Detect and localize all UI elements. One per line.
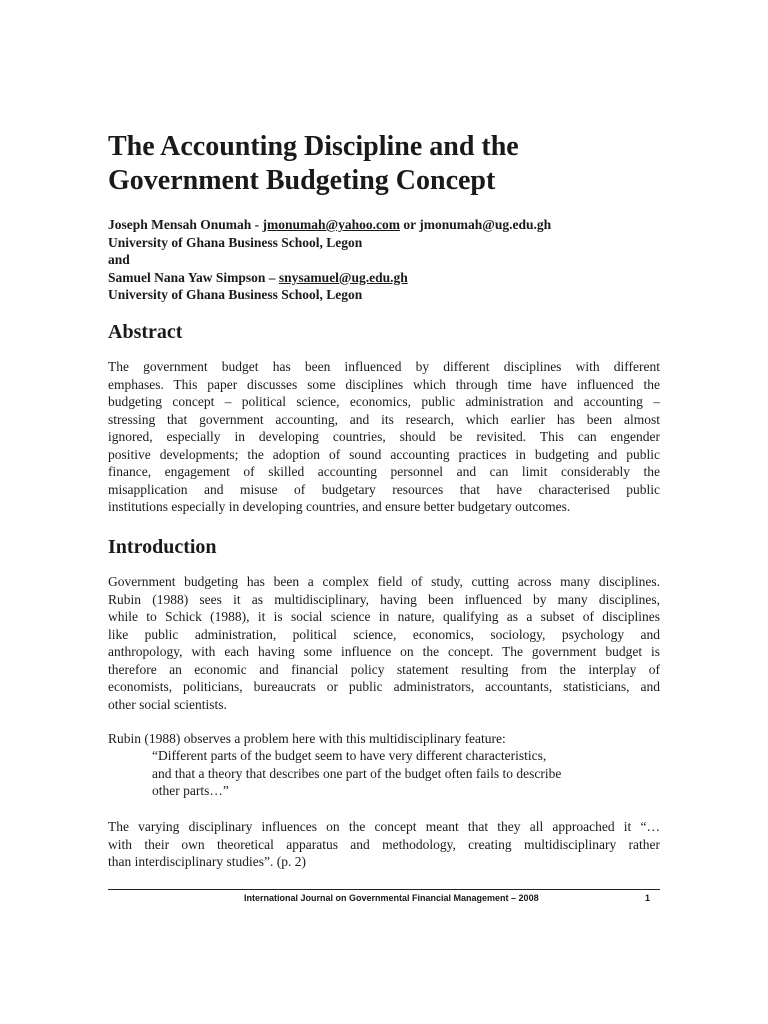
- intro-line: therefore an economic and financial policy statement resulting from the interplay of: [108, 661, 660, 677]
- intro-line: like public administration, political science, economics, sociology, psychology and: [108, 626, 660, 642]
- abstract-line: The government budget has been influenced by different disciplines with different: [108, 359, 660, 374]
- title-line-1: The Accounting Discipline and the: [108, 131, 519, 162]
- affiliation-1: University of Ghana Business School, Legon: [108, 234, 363, 250]
- author-1-name: Joseph Mensah Onumah -: [108, 217, 263, 232]
- varying-line: with their own theoretical apparatus and methodology, creating multidisciplinary rather: [108, 836, 660, 852]
- footer-journal-name: International Journal on Governmental Financial Management – 2008: [244, 893, 539, 903]
- quote-line: “Different parts of the budget seem to have very different characteristics,: [152, 748, 547, 763]
- quote-line: other parts…”: [152, 783, 229, 798]
- introduction-paragraph-2: [108, 730, 660, 748]
- intro-line: while to Schick (1988), it is social science in nature, qualifying as a subset of disciplines: [108, 609, 660, 624]
- introduction-paragraph-3: [108, 818, 660, 871]
- author-1-email-link[interactable]: jmonumah@yahoo.com: [262, 217, 400, 232]
- abstract-line: finance, engagement of skilled accounting personnel and can limit considerably the: [108, 464, 660, 479]
- block-quote: [152, 747, 632, 800]
- page-number: 1: [644, 893, 650, 903]
- abstract-line: budgeting concept – political science, economics, public administration and accounting –: [108, 394, 660, 409]
- abstract-line: institutions especially in developing countries, and ensure better budgetary outcomes.: [108, 499, 571, 514]
- varying-line: The varying disciplinary influences on the concept meant that they all approached it “…: [108, 819, 660, 834]
- author-2-email-link[interactable]: snysamuel@ug.edu.gh: [278, 269, 408, 285]
- title-line-2: Government Budgeting Concept: [108, 165, 496, 196]
- intro-line: other social scientists.: [108, 696, 227, 712]
- intro-line: Government budgeting has been a complex field of study, cutting across many disciplines.: [108, 574, 660, 589]
- abstract-line: stressing that government accounting, and its research, which earlier has been almost: [108, 411, 660, 427]
- author-1-alt-email: or jmonumah@ug.edu.gh: [400, 217, 552, 232]
- abstract-heading: Abstract: [108, 321, 183, 343]
- author-2-name: Samuel Nana Yaw Simpson –: [108, 269, 279, 285]
- author-2-line: [108, 269, 668, 287]
- abstract-paragraph: [108, 358, 660, 516]
- footer-divider: [108, 889, 660, 890]
- intro-line: anthropology, with each having some influence on the concept. The government budget is: [108, 644, 660, 659]
- affiliation-2: University of Ghana Business School, Legon: [108, 287, 363, 302]
- authors-and: and: [108, 252, 130, 267]
- intro-line: economists, politicians, bureaucrats or public administrators, accountants, statisticians, and: [108, 679, 660, 694]
- introduction-paragraph-1: [108, 573, 660, 713]
- abstract-line: ignored, especially in developing countries, should be revisited. This can engender: [108, 429, 660, 444]
- paper-title: [108, 130, 668, 198]
- author-block: [108, 216, 668, 304]
- introduction-heading: Introduction: [108, 536, 217, 558]
- quote-line: and that a theory that describes one part of the budget often fails to describe: [152, 765, 562, 781]
- abstract-line: positive developments; the adoption of sound accounting practices in budgeting and public: [108, 446, 660, 462]
- author-1-line: [108, 216, 668, 234]
- abstract-line: misapplication and misuse of budgetary resources that have characterised public: [108, 481, 660, 497]
- abstract-line: emphases. This paper discusses some disciplines which through time have influenced the: [108, 376, 660, 392]
- rubin-line: Rubin (1988) observes a problem here with this multidisciplinary feature:: [108, 731, 506, 746]
- varying-line: than interdisciplinary studies”. (p. 2): [108, 854, 306, 869]
- intro-line: Rubin (1988) sees it as multidisciplinary, having been influenced by many disciplines,: [108, 591, 660, 607]
